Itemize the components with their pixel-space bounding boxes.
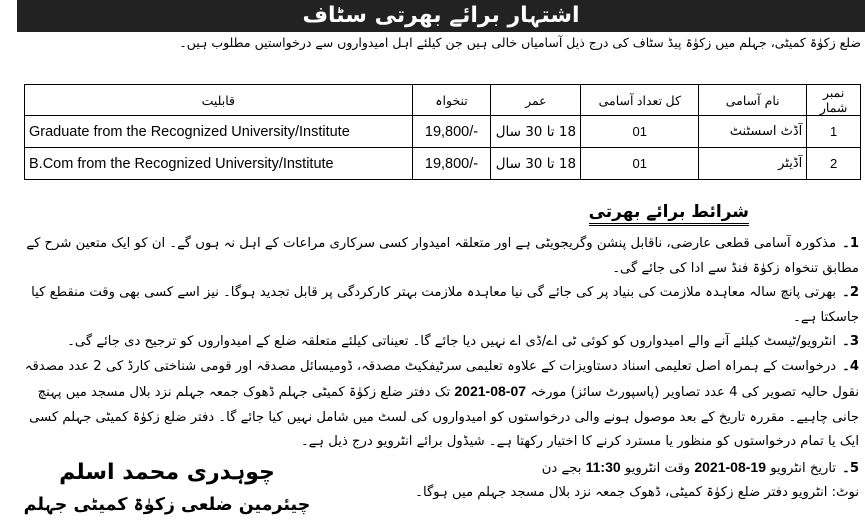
signatory-name: چوہدری محمد اسلم [59,460,275,485]
header-post: نام آسامی [699,85,807,116]
condition-text: مذکورہ آسامی قطعی عارضی، ناقابل پنشن وگریجویٹی ہے اور متعلقہ امیدوار کسی سرکاری مراعات کے اہل نہ ہوں گے۔ ان کو ایک متعین شرح کے مطابق تنخواہ زکوٰۃ فنڈ سے ادا کی جائے گی۔ [26,236,859,276]
posts-table [24,84,861,180]
condition-number: 3۔ [842,334,859,349]
cell-sn: 1 [807,116,861,148]
cell-age: 18 تا 30 سال [491,116,581,148]
advertisement-title: اشتہار برائے بھرتی سٹاف [17,0,865,32]
cell-post: آڈیٹر [699,148,807,180]
deadline-date: 07-08-2021 [454,383,527,399]
cell-qualification: Graduate from the Recognized University/Institute [25,116,413,148]
signatory-designation: چیئرمین ضلعی زکوٰۃ کمیٹی جہلم [23,495,311,515]
interview-time: 11:30 [585,458,621,475]
header-age: عمر [491,85,581,116]
condition-item [24,330,859,355]
condition-number: 5۔ [842,460,859,476]
condition-text: بجے دن [541,460,582,476]
condition-number: 2۔ [842,285,859,300]
condition-number: 4۔ [842,358,859,374]
condition-item [24,232,859,281]
cell-pay: 19,800/- [412,148,491,180]
conditions-heading: شرائط برائے بھرتی [589,201,749,226]
header-count: کل تعداد آسامی [581,85,699,116]
table-row [25,148,861,180]
interview-date: 19-08-2021 [694,458,766,475]
cell-count: 01 [581,148,699,180]
condition-number: 1۔ [842,236,859,251]
cell-post: آڈٹ اسسٹنٹ [699,116,807,148]
header-pay: تنخواہ [412,85,491,116]
condition-text: انٹرویو/ٹیسٹ کیلئے آنے والے امیدواروں کو کوئی ٹی اے/ڈی اے نہیں دیا جائے گا۔ تعیناتی کیلئے متعلقہ ضلع کے امیدواروں کو ترجیح دی جائے گی۔ [67,334,837,349]
condition-text: تک دفتر ضلع زکوٰۃ کمیٹی جہلم ڈھوک جمعہ جہلم نزد بلال مسجد میں پہنچ جانی چاہیے۔ مقررہ تاریخ کے بعد موصول ہونے والی درخواستوں کو امیدواروں کی لسٹ میں شامل نہیں کیا جائے گا۔ دفتر ضلع زکوٰۃ کمیٹی جہلم کسی ایک یا تمام درخواستوں کو منظور یا مسترد کرنے کا اختیار رکھتا ہے۔ شیڈول برائے انٹرویو درج ذیل ہے۔ [29,385,859,449]
cell-qualification: B.Com from the Recognized University/Institute [25,148,413,180]
intro-text: ضلع زکوٰۃ کمیٹی، جہلم میں زکوٰۃ پیڈ سٹاف کی درج ذیل آسامیاں خالی ہیں جن کیلئے اہل امیدواروں سے درخواستیں مطلوب ہیں۔ [179,35,861,50]
condition-text: تاریخ انٹرویو [770,460,837,476]
note-text: نوٹ: انٹرویو دفتر ضلع زکوٰۃ کمیٹی، ڈھوک جمعہ نزد بلال مسجد جہلم میں ہوگا۔ [415,485,859,500]
table-row [25,116,861,148]
cell-age: 18 تا 30 سال [491,148,581,180]
condition-item [24,281,859,330]
header-sn: نمبر شمار [807,85,861,116]
cell-sn: 2 [807,148,861,180]
condition-item [24,355,859,455]
cell-pay: 19,800/- [412,116,491,148]
table-header-row [25,85,861,116]
condition-text: درخواست کے ہمراہ اصل تعلیمی اسناد دستاویزات کے علاوہ تعلیمی سرٹیفکیٹ مصدقہ، ڈومیسائل مصدقہ اور قومی شناختی کارڈ کی 2 عدد مصدقہ نقول حالیہ تصویر کی 4 عدد تصاویر (پاسپورٹ سائز) مورخہ [24,358,859,400]
header-qualification: قابلیت [25,85,413,116]
cell-count: 01 [581,116,699,148]
condition-text: وقت انٹرویو [624,460,691,476]
signature-block [8,455,326,519]
condition-text: بھرتی پانچ سالہ معاہدہ ملازمت کی بنیاد پر کی جائے گی نیا معاہدہ ملازمت بہتر کارکردگی پر قابل تجدید ہوگا۔ نیز اسے کسی بھی وقت منقطع کیا جاسکتا ہے۔ [31,285,859,325]
